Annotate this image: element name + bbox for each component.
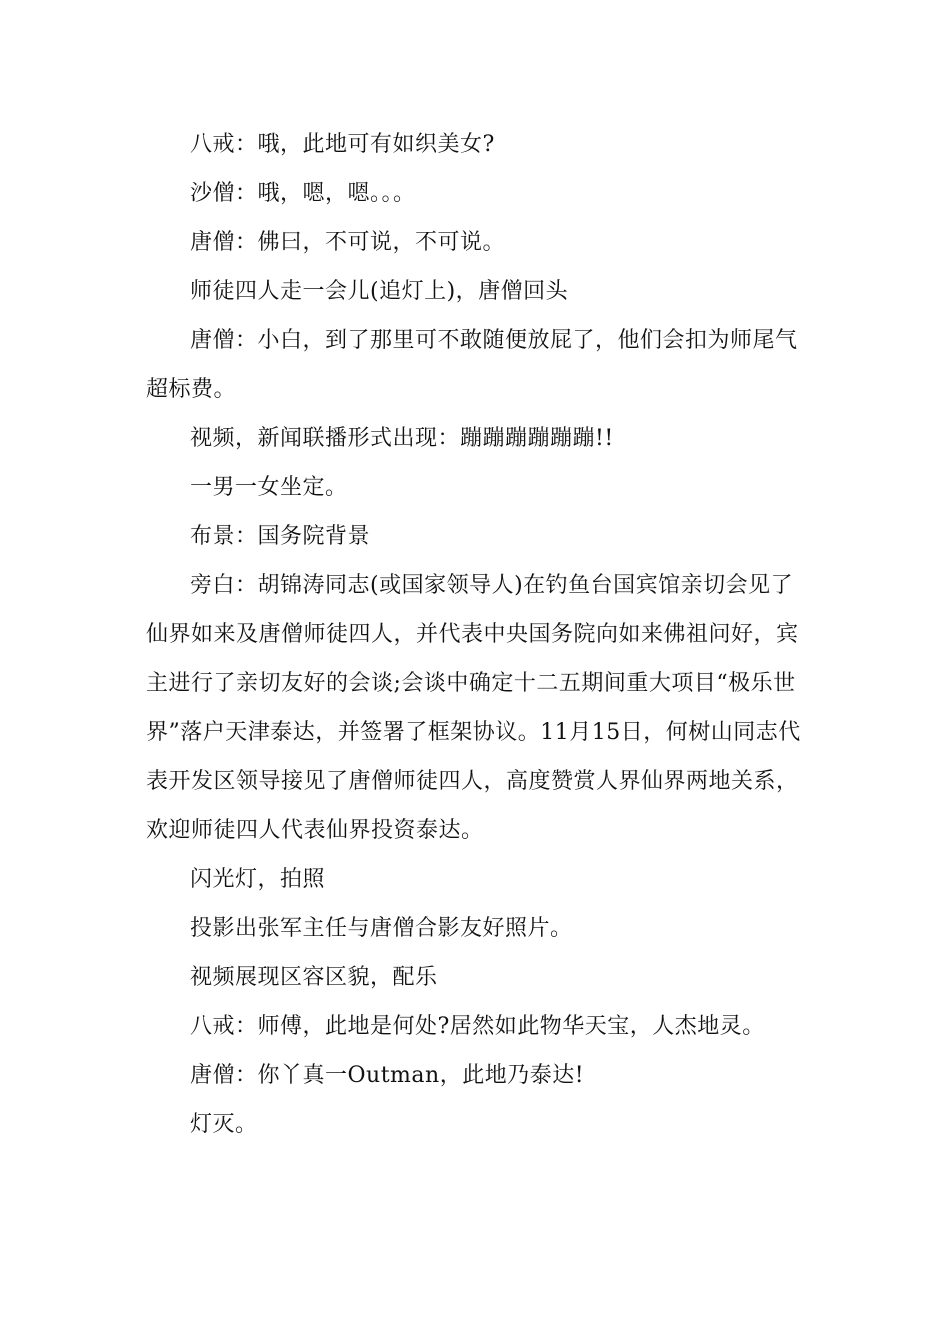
dialogue-shaseng-reply: 沙僧：哦，嗯，嗯。。。 <box>190 181 416 206</box>
dialogue-tangseng-warning: 唐僧：小白，到了那里可不敢随便放屁了，他们会扣为师尾气超标费。 <box>146 328 798 402</box>
stage-direction-lights-out: 灯灭。 <box>190 1112 258 1137</box>
stage-direction-backdrop: 布景：国务院背景 <box>190 524 371 549</box>
dialogue-bajie-where: 八戒：师傅，此地是何处?居然如此物华天宝，人杰地灵。 <box>190 1014 765 1039</box>
stage-direction-walk: 师徒四人走一会儿(追灯上)，唐僧回头 <box>190 279 569 304</box>
stage-direction-video-news: 视频，新闻联播形式出现：蹦蹦蹦蹦蹦蹦!! <box>190 426 614 451</box>
stage-direction-projection: 投影出张军主任与唐僧合影友好照片。 <box>190 916 573 941</box>
stage-direction-video-district: 视频展现区容区貌，配乐 <box>190 965 438 990</box>
dialogue-bajie-question: 八戒：哦，此地可有如织美女? <box>190 132 495 157</box>
script-text-body <box>146 120 810 1149</box>
stage-direction-flash: 闪光灯，拍照 <box>190 867 326 892</box>
dialogue-tangseng-buddha: 唐僧：佛曰，不可说，不可说。 <box>190 230 506 255</box>
narration-paragraph: 旁白：胡锦涛同志(或国家领导人)在钓鱼台国宾馆亲切会见了仙界如来及唐僧师徒四人，并代表中央国务院向如来佛祖问好，宾主进行了亲切友好的会谈;会谈中确定十二五期间重大项目“极乐世界”落户天津泰达，并签署了框架协议。11月15日，何树山同志代表开发区领导接见了唐僧师徒四人，高度赞赏人界仙界两地关系，欢迎师徒四人代表仙界投资泰达。 <box>146 573 801 843</box>
stage-direction-seated: 一男一女坐定。 <box>190 475 348 500</box>
dialogue-tangseng-teda: 唐僧：你丫真一Outman，此地乃泰达! <box>190 1063 585 1088</box>
